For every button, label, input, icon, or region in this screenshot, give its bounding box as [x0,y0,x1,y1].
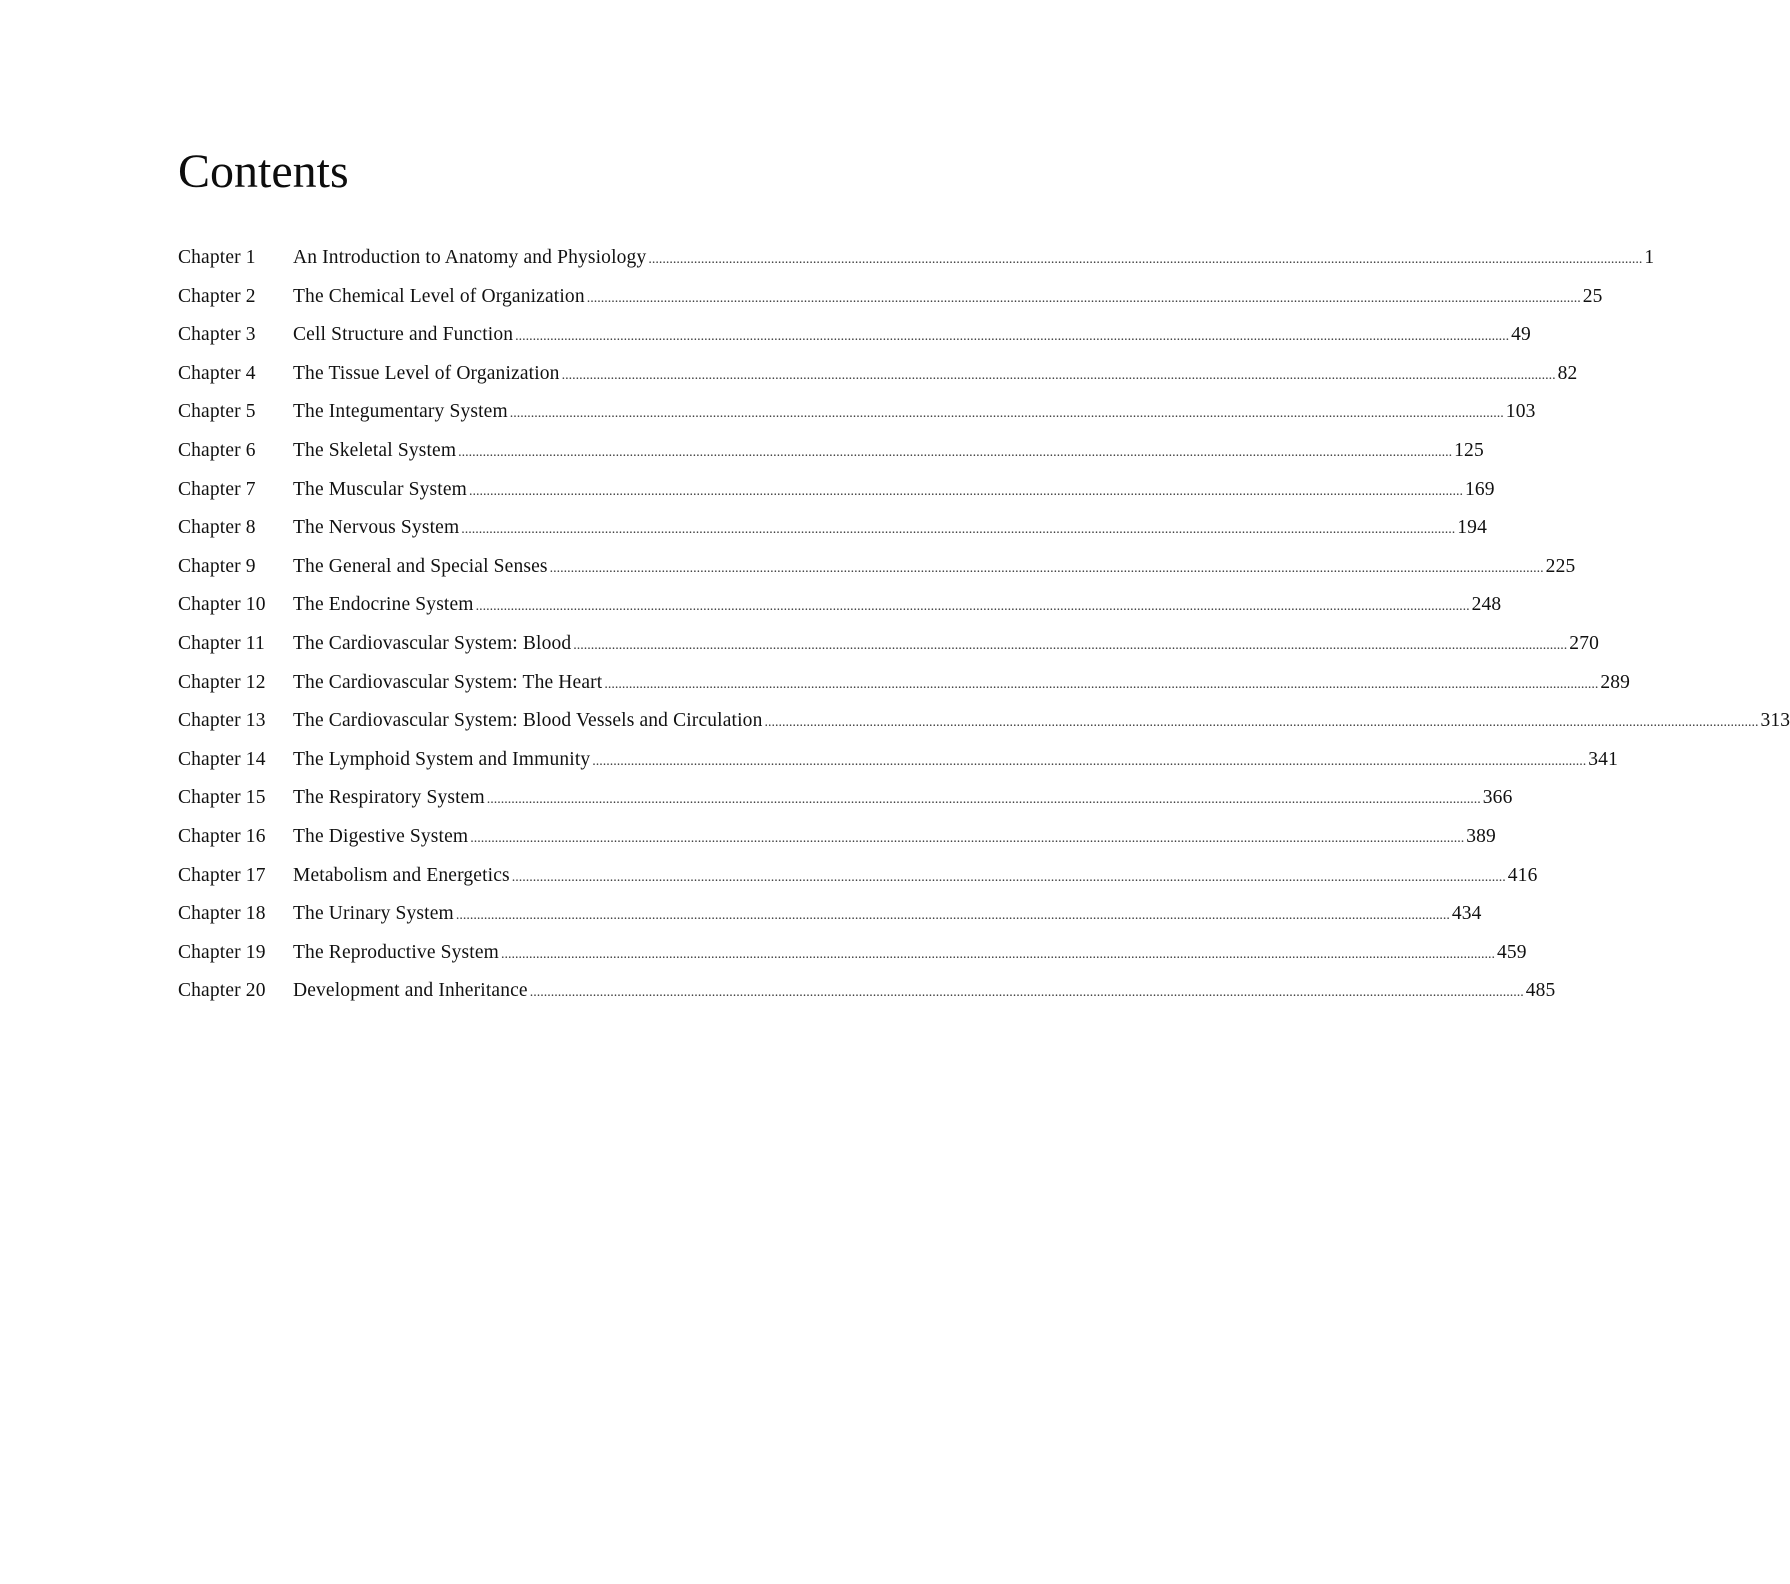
dot-leader: ............................................................................................................................................................................................................................................................................................ [515,329,1510,345]
dot-leader: ............................................................................................................................................................................................................................................................................................ [461,522,1456,538]
chapter-title: The Cardiovascular System: Blood Vessels and Circulation [293,710,763,732]
toc-entry[interactable] [178,316,1531,355]
toc-entry[interactable] [178,895,1482,934]
chapter-title: The General and Special Senses [293,555,548,577]
chapter-title: The Nervous System [293,517,460,539]
chapter-number: Chapter 12 [178,671,266,693]
toc-entry[interactable] [178,625,1599,664]
chapter-title: The Tissue Level of Organization [293,362,560,384]
page-number: 459 [1497,941,1527,963]
chapter-title: The Urinary System [293,903,454,925]
page-number: 225 [1545,555,1576,577]
chapter-number: Chapter 14 [178,748,266,770]
chapter-number: Chapter 6 [178,439,256,461]
dot-leader: ............................................................................................................................................................................................................................................................................................ [648,252,1643,267]
chapter-number: Chapter 8 [178,517,256,539]
dot-leader: ............................................................................................................................................................................................................................................................................................ [573,637,1568,653]
toc-entry[interactable] [178,471,1495,510]
toc-entry[interactable] [178,278,1603,317]
page-number: 248 [1471,594,1502,616]
chapter-title: The Cardiovascular System: The Heart [293,671,603,693]
chapter-title: The Cardiovascular System: Blood [293,632,572,654]
toc-entry[interactable] [178,818,1496,857]
page-number: 169 [1465,478,1495,500]
toc-entry[interactable] [178,664,1631,703]
dot-leader: ............................................................................................................................................................................................................................................................................................ [509,406,1504,422]
toc-entry[interactable] [178,972,1556,1011]
toc-entry[interactable] [178,779,1513,818]
page-number: 82 [1557,362,1578,384]
dot-leader: ............................................................................................................................................................................................................................................................................................ [470,830,1465,846]
page-number: 270 [1569,632,1599,654]
chapter-number: Chapter 1 [178,247,256,268]
page-number: 366 [1482,787,1513,809]
chapter-number: Chapter 16 [178,825,266,847]
toc-entry[interactable] [178,702,1790,741]
dot-leader: ............................................................................................................................................................................................................................................................................................ [486,792,1481,808]
dot-leader: ............................................................................................................................................................................................................................................................................................ [604,676,1599,692]
dot-leader: ............................................................................................................................................................................................................................................................................................ [561,367,1556,383]
chapter-title: Cell Structure and Function [293,324,514,346]
page-number: 103 [1505,401,1536,423]
chapter-number: Chapter 20 [178,980,266,1002]
dot-leader: ............................................................................................................................................................................................................................................................................................ [592,753,1587,769]
chapter-title: The Lymphoid System and Immunity [293,748,591,770]
toc-entry[interactable] [178,586,1502,625]
dot-leader: ............................................................................................................................................................................................................................................................................................ [469,483,1463,499]
dot-leader: ............................................................................................................................................................................................................................................................................................ [455,908,1450,924]
chapter-title: The Integumentary System [293,401,508,423]
toc-entry[interactable] [178,741,1618,780]
page-number: 389 [1466,825,1496,847]
page-number: 49 [1511,324,1531,346]
toc-entry[interactable] [178,393,1536,432]
dot-leader: ............................................................................................................................................................................................................................................................................................ [511,869,1506,885]
toc-entry[interactable] [178,432,1484,471]
page-number: 125 [1454,439,1484,461]
toc-entry[interactable] [178,239,1655,278]
chapter-number: Chapter 2 [178,285,256,307]
chapter-title: The Respiratory System [293,787,485,809]
page-title: Contents [178,145,349,198]
page-number: 25 [1582,285,1603,307]
chapter-title: Metabolism and Energetics [293,864,510,886]
page-number: 485 [1525,980,1556,1002]
dot-leader: ............................................................................................................................................................................................................................................................................................ [764,715,1759,731]
chapter-title: The Reproductive System [293,941,499,963]
chapter-number: Chapter 13 [178,710,266,732]
dot-leader: ............................................................................................................................................................................................................................................................................................ [586,290,1581,306]
dot-leader: ............................................................................................................................................................................................................................................................................................ [475,599,1470,615]
chapter-number: Chapter 5 [178,401,256,423]
toc-entry[interactable] [178,355,1578,394]
dot-leader: ............................................................................................................................................................................................................................................................................................ [549,560,1544,576]
chapter-title: The Digestive System [293,825,469,847]
chapter-number: Chapter 4 [178,362,256,384]
page-number: 289 [1600,671,1631,693]
chapter-title: The Chemical Level of Organization [293,285,585,307]
page-number: 434 [1451,903,1482,925]
toc-entry[interactable] [178,509,1487,548]
dot-leader: ............................................................................................................................................................................................................................................................................................ [501,946,1495,962]
chapter-title: The Muscular System [293,478,467,500]
chapter-number: Chapter 18 [178,903,266,925]
chapter-number: Chapter 17 [178,864,266,886]
dot-leader: ............................................................................................................................................................................................................................................................................................ [458,444,1453,460]
page-number: 313 [1760,710,1790,732]
chapter-number: Chapter 19 [178,941,266,963]
chapter-number: Chapter 9 [178,555,256,577]
page-number: 416 [1507,864,1538,886]
chapter-title: An Introduction to Anatomy and Physiology [293,247,647,268]
chapter-number: Chapter 10 [178,594,266,616]
table-of-contents [178,239,1790,1011]
toc-entry[interactable] [178,548,1576,587]
chapter-title: The Endocrine System [293,594,474,616]
chapter-number: Chapter 15 [178,787,266,809]
chapter-title: The Skeletal System [293,439,457,461]
toc-entry[interactable] [178,934,1527,973]
dot-leader: ............................................................................................................................................................................................................................................................................................ [529,985,1524,1001]
page-number: 1 [1644,247,1655,268]
chapter-title: Development and Inheritance [293,980,528,1002]
page-number: 194 [1457,517,1487,539]
chapter-number: Chapter 7 [178,478,256,500]
page-number: 341 [1588,748,1618,770]
chapter-number: Chapter 11 [178,632,265,654]
toc-entry[interactable] [178,857,1538,896]
chapter-number: Chapter 3 [178,324,256,346]
